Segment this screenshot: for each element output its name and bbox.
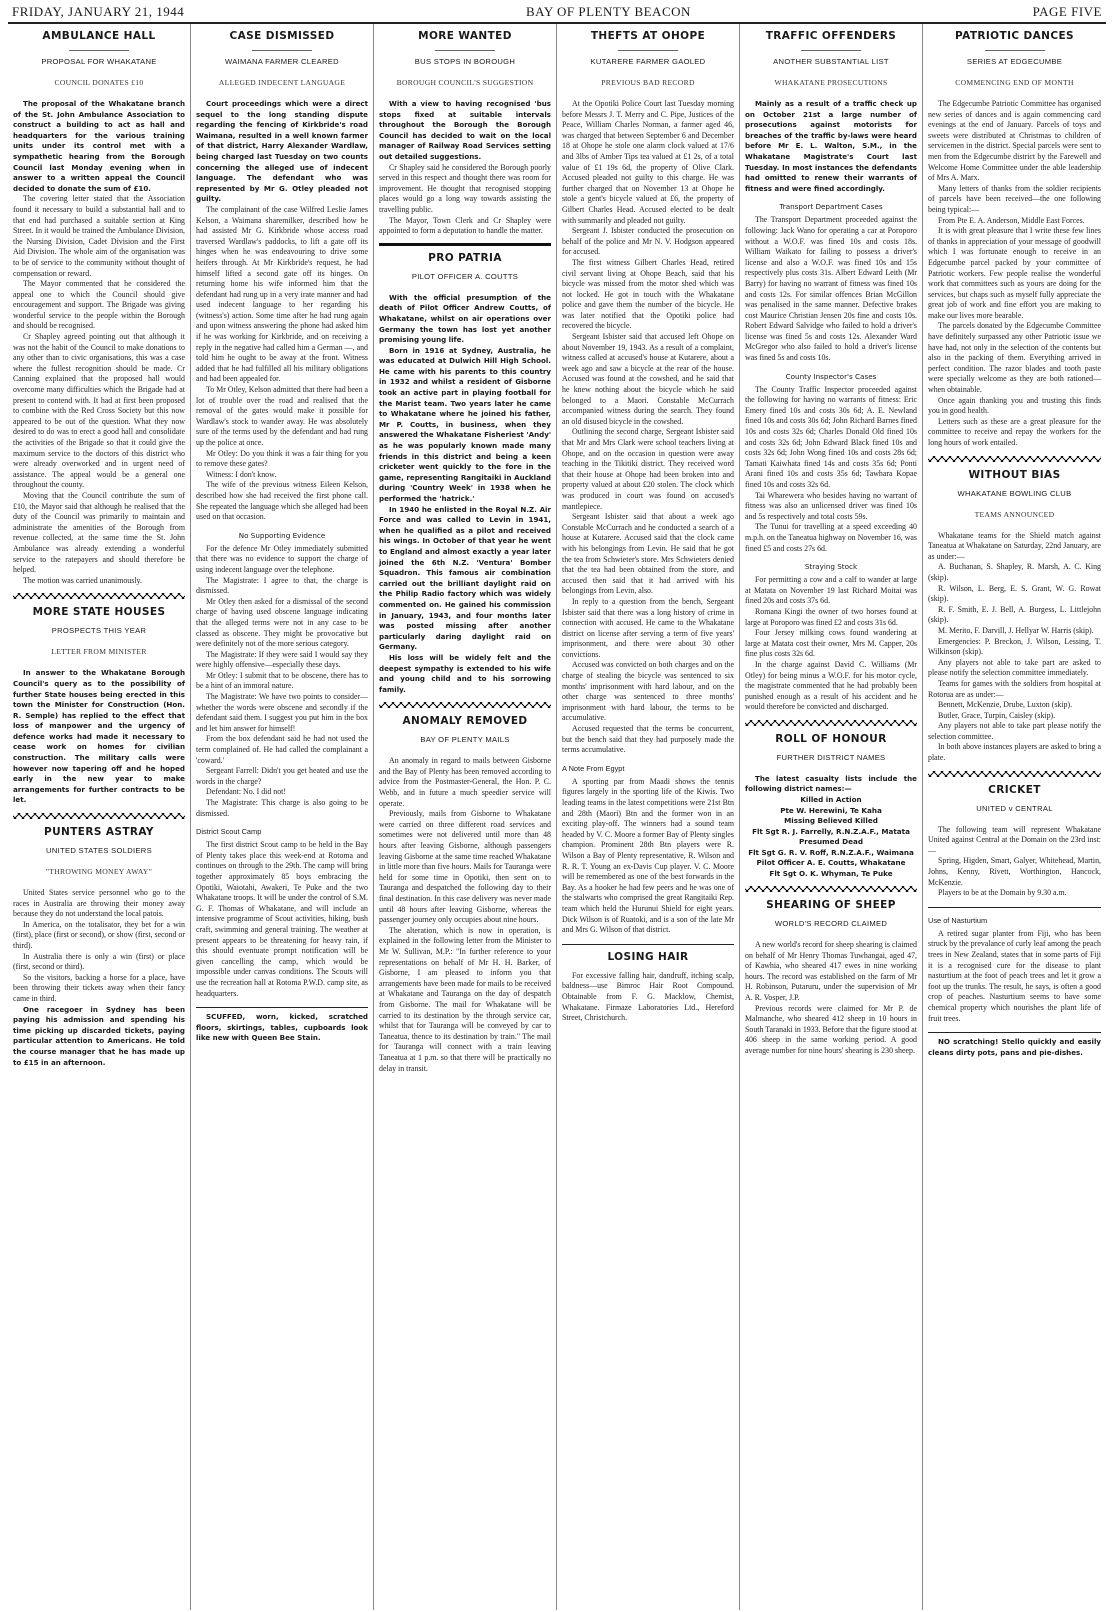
paragraph: Whakatane teams for the Shield match against Taneatua at Whakatane on Saturday, 22nd January, are as under:— [928, 530, 1101, 561]
headline: THEFTS AT OHOPE [590, 30, 706, 42]
paragraph: Accused was convicted on both charges and on the charge of stealing the bicycle was sentenced to six months' imprisonment with hard labour, and on the other charge was sentenced to three months' imprisonment with hard labour, the terms to be accumulative. [562, 660, 734, 723]
lead-paragraph: Court proceedings which were a direct sequel to the long standing dispute regarding the fencing of Kirkbride's road Waimana, resulted in a well known farmer of that district, Harry Alexander Wardlaw, being charged last Tuesday on two counts concerning the alleged use of indecent language. The defendant who was represented by Mr G. Otley pleaded not guilty. [196, 99, 368, 204]
deck: UNITED STATES SOLDIERS [46, 846, 152, 856]
subheading: Transport Department Cases [779, 202, 883, 212]
headline: CRICKET [988, 783, 1041, 796]
casualty-name: Flt Sgt O. K. Whyman, Te Puke [769, 868, 893, 878]
paragraph: The first witness Gilbert Charles Head, retired civil servant living at Ohope Beach, said that his bicycle was missed from the motor shed which was not locked. He got in touch with the Whakatane police and gave them the number of the bicycle. He was later notified that the Opotiki police had recovered the bicycle. [562, 257, 734, 331]
paragraph: Mr Otley then asked for a dismissal of the second charge of having used obscene language indicating that the alleged terms were not in any case to be classed as obscene. They might be provocative but were definitely not of the more serious category. [196, 596, 368, 649]
story-anomaly-removed [379, 715, 551, 1074]
deck: BAY OF PLENTY MAILS [420, 735, 510, 745]
paragraph: Cr Shapley agreed pointing out that although it was not the habit of the Council to make donations to any other than to civic organisations, this was a case where the fullest recognition should be made. Cr Canning explained that the proposed hall would overcome many difficulties which the Brigade had at present to contend with. It had at first been proposed to combine with the Red Cross Society but this now appeared to be out of the question. What they now desired to do was to erect a good hall and consolidate the activities of the Brigade so that it could give the maximum service to the doctors of this district who were already overworked and in urgent need of assistance. The appeal would be a general one throughout the county. [13, 332, 185, 490]
paragraph: R. F. Smith, E. J. Bell, A. Burgess, L. Littlejohn (skip). [928, 604, 1101, 625]
deck: KUTARERE FARMER GAOLED [590, 57, 706, 66]
story-more-state-houses [13, 606, 185, 806]
casualty-name: Flt Sgt G. R. V. Roff, R.N.Z.A.F., Waimana [748, 847, 914, 857]
headline: MORE WANTED [418, 30, 512, 42]
deck: PROPOSAL FOR WHAKATANE [41, 57, 157, 66]
paragraph: The Magistrate: We have two points to consider—whether the words were obscene and secondly if the defendant said them. I suggest you put him in the box and let him answer for himself! [196, 692, 368, 733]
paragraph: The alteration, which is now in operation, is explained in the following letter from the Minister to Mr W. Sullivan, M.P.: "In further reference to your representations on behalf of Mr H. H. Barker, of Gisborne, I am pleased to inform you that arrangements have been made for mails to be received at Whakatane and Tauranga on the day of despatch from Gisborne. The mail for Whakatane will be carried to its destination by the through service car, whilst that for Tauranga will be conveyed by car to Taneatua, thence to its destination by train." The mail for Tauranga will connect with a train leaving Taneatua at 1 p.m. so that there will be practically no delay in transit. [379, 925, 551, 1073]
column-3 [374, 24, 557, 1610]
headline: MORE STATE HOUSES [32, 606, 166, 619]
story-note-from-egypt [562, 764, 734, 936]
casualty-name: Flt Sgt R. J. Farrelly, R.N.Z.A.F., Matata [752, 826, 910, 836]
deck: WORLD'S RECORD CLAIMED [774, 919, 888, 929]
lead-paragraph: Mainly as a result of a traffic check up on October 21st a large number of prosecutions against motorists for breaches of the traffic by-laws were heard before Mr E. L. Walton, S.M., in the Whakatane Magistrate's Court last Tuesday. In most instances the defendants had omitted to renew their warrants of fitness and were fined accordingly. [745, 99, 917, 193]
paragraph: Previously, mails from Gisborne to Whakatane were carried on three different road services and sometimes were not delivered until more than 48 hours after leaving Gisborne, although passengers leaving Gisborne at the same time reached Whakatane in little more than five hours. Mails for Tauranga were held for some time in Opotiki, then sent on to Tauranga and despatched the following day to their final destination. In this case delivery was never made until 48 hours after leaving Gisborne, whereas the passenger journey only occupies about nine hours. [379, 809, 551, 925]
paragraph: Emergencies: P. Breckon, J. Wilson, Lessing, T. Wilkinson (skip). [928, 636, 1101, 657]
story-roll-of-honour [745, 733, 917, 879]
paragraph: A retired sugar planter from Fiji, who has been struck by the prevalance of curly leaf among the peach trees in New Zealand, states that in some parts of Fiji it is a recognised cure for the disease to plant nasturtium at the foot of peach trees and let it grow a foot up the trunks. The result, he says, is often a good crop of peaches. Nasturtium seems to have some chemical property which nourishes the plant life of fruit trees. [928, 928, 1101, 1023]
casualty-name: Pilot Officer A. E. Coutts, Whakatane [756, 858, 906, 868]
deck: ALLEGED INDECENT LANGUAGE [218, 78, 346, 87]
divider [928, 1032, 1101, 1033]
story-cricket [928, 784, 1101, 899]
headline: PUNTERS ASTRAY [44, 826, 154, 839]
paragraph: Any players not able to take part are asked to please notify the selection committee immediately. [928, 657, 1101, 678]
lead-paragraph: With the official presumption of the death of Pilot Officer Andrew Coutts, of Whakatane, whilst on air operations over Germany the town has lost yet another promising young life. [379, 292, 551, 345]
paragraph: Butler, Grace, Turpin, Caisley (skip). [938, 710, 1056, 720]
paragraph: Sergeant Isbister said that about a week ago Constable McCurrach and he conducted a search of a house at Kutarere. Accused said that the clock came with his belongings from Levin. He said that he got the tea from Schwieter's store. Mrs Schwieters denied that the tea had been obtained from the store, and accused then said that it had arrived with his belongings from Levin, also. [562, 512, 734, 596]
headline: LOSING HAIR [607, 950, 689, 963]
advertisement: NO scratching! Stello quickly and easily cleans dirty pots, pans and pie-dishes. [928, 1037, 1101, 1057]
paragraph: The Mayor, Town Clerk and Cr Shapley were appointed to form a deputation to handle the matter. [379, 215, 551, 236]
paragraph: Moving that the Council contribute the sum of £10, the Mayor said that although he realised that the duty of the Council was primarily to maintain and administrate the amenities of the Borough from revenue collected, at the same time the St. John Ambulance was already extending a wonderful service to the ratepayers and should therefore be helped. [13, 490, 185, 575]
story-punters-astray [13, 826, 185, 1068]
divider [379, 702, 551, 708]
columns [8, 24, 1106, 1610]
paragraph: In Australia there is only a win (first) or place (first, second or third). [13, 951, 185, 972]
paragraph: In the charge against David C. Williams (Mr Otley) for being minus a W.O.F. for his motor cycle, the magistrate commented that he had probably been punished enough as a result of his accident and he would therefore be convicted and discharged. [745, 659, 917, 712]
paragraph: For the defence Mr Otley immediately submitted that there was no evidence to support the charge of using indecent language over the telephone. [196, 543, 368, 574]
paragraph: The Edgecumbe Patriotic Committee has organised new series of dances and is again commencing card evenings at the end of January. Parcels of toys and sweets were distributed at Christmas to children of servicemen in the district. Special parcels were sent to men from the Edgecumbe district by the Farewell and Welcome Home Committee under the able leadership of Mrs A. Marx. [928, 99, 1101, 183]
divider [13, 813, 185, 819]
casualty-category: Killed in Action [800, 795, 862, 805]
story-thefts-at-ohope [562, 30, 734, 756]
divider [745, 720, 917, 726]
deck: PILOT OFFICER A. COUTTS [411, 271, 519, 281]
paper-name: BAY OF PLENTY BEACON [525, 4, 691, 19]
divider [928, 456, 1101, 462]
deck: WHAKATANE BOWLING CLUB [957, 488, 1072, 498]
paragraph: Players to be at the Domain by 9.30 a.m. [938, 888, 1067, 898]
divider [928, 771, 1101, 777]
deck: BOROUGH COUNCIL'S SUGGESTION [396, 78, 534, 87]
column-6 [923, 24, 1106, 1610]
paragraph: From the box defendant said he had not used the term complained of. He had called the complainant a 'coward.' [196, 734, 368, 765]
paragraph: Sergeant J. Isbister conducted the prosecution on behalf of the police and Mr N. V. Hodgson appeared for accused. [562, 226, 734, 257]
issue-date: FRIDAY, JANUARY 21, 1944 [12, 4, 185, 19]
paragraph: A sporting par from Maadi shows the tennis figures largely in the sporting life of the Kiwis. Two leading teams in the latest competitions were 21st Btn and 28th (Maori) Btn and the former won in an exciting play-off. The winners had a sound team headed by V. C. Moore a former Bay of Plenty singles champion. Prominent 28th Btn players were R. Wilson a Bay of Plenty representative, R. Wilson and R. R. T. Young an ex-Davis Cup player. V. C. Moore will be remembered as one of the best forwards in the Bay. As a hooker he had few peers and he was one of the stalwarts who comprised the great Rangitaiki Rep. team which held the Hurunui Shield for eight years. Dick Wilson is of Ruatoki, and is a son of the late Mr and Mrs G. Wilson of that district. [562, 776, 734, 935]
deck: COMMENCING END OF MONTH [955, 78, 1074, 87]
deck: SERIES AT EDGECUMBE [966, 57, 1063, 66]
paragraph: The complainant of the case Wilfred Leslie James Kelson, a Waimana sharemilker, described how he had assisted Mr G. Kirkbride whose access road traversed Wardlaw's paddocks, to lift a gate off its hinges when he was endeavouring to drive some heifers through. At Mr Kirkbride's request, he had himself lifted a second gate off its hinges. On returning home his wife informed him that the defendant had rung up in a very irate manner and had used indecent language to her regarding his (witness's) action. Some time after he had rung again and upon witness answering the phone had asked him if he was working for Kirkbride, and on receiving a reply in the negative had called him a German —, and told him he ought to be away at the front. Witness added that he had fulfilled all his military obligations and had been appealed for. [196, 204, 368, 384]
headline: ROLL OF HONOUR [775, 732, 887, 745]
paragraph: The covering letter stated that the Association found it necessary to build a substantial hall and to that end had purchased a suitable section at King Street. In it would be trained the Ambulance Division, the Nursing Division, Cadet Division and the First Aid Division. The whole aim of the organisation was to be of service to the community without thought of compensation or reward. [13, 194, 185, 278]
deck: LETTER FROM MINISTER [51, 647, 147, 657]
story-without-bias [928, 469, 1101, 764]
story-more-wanted [379, 30, 551, 237]
paragraph: In America, on the totalisator, they bet for a win (first), place (first or second), or show (first, second or third). [13, 919, 185, 950]
paragraph: A. Buchanan, S. Shapley, R. Marsh, A. C. King (skip). [928, 562, 1101, 582]
lead-paragraph: In answer to the Whakatane Borough Council's query as to the possibility of further State houses being erected in this town the Minister for Construction (Hon. R. Semple) has replied to the effect that loss of manpower and the urgency of defence works had made it necessary to cease work on homes for civilian construction. The military calls were however now tapering off and he hoped early in the new year to make arrangements for further contracts to be let. [13, 668, 185, 805]
story-traffic-offenders [745, 30, 917, 713]
deck: COUNCIL DONATES £10 [54, 78, 144, 87]
headline: CASE DISMISSED [229, 30, 335, 42]
paragraph: Four Jersey milking cows found wandering at large at Matata cost their owner, Mrs M. Capper, 20s fine plus costs 32s 6d. [745, 628, 917, 659]
story-ambulance-hall [13, 30, 185, 586]
deck: PROSPECTS THIS YEAR [51, 626, 147, 636]
subheading: Straying Stock [804, 562, 858, 572]
advertisement: For excessive falling hair, dandruff, itching scalp, baldness—use Bimroc Hair Root Compound. Obtainable from F. G. Macklow, Chemist, Whakatane. Firmaze Laboratories Ltd., Hereford Street, Christchurch. [562, 970, 734, 1023]
headline: TRAFFIC OFFENDERS [765, 30, 897, 42]
paragraph: The wife of the previous witness Eileen Kelson, described how she had received the first phone call. She repeated the language which she alleged had been used on that occasion. [196, 480, 368, 522]
divider [928, 907, 1101, 908]
paragraph: Any players not able to take part please notify the selection committee. [928, 721, 1101, 741]
deck: ANOTHER SUBSTANTIAL LIST [773, 57, 889, 66]
paragraph: Letters such as these are a great pleasure for the committee to receive and repay the workers for the long hours of work entailed. [928, 416, 1101, 447]
paragraph: R. Wilson, L. Berg, E. S. Grant, W. G. Rowat (skip). [928, 583, 1101, 604]
paragraph: Mr Otley: Do you think it was a fair thing for you to remove these gates? [196, 448, 368, 469]
deck: BUS STOPS IN BOROUGH [414, 57, 516, 66]
story-patriotic-dances [928, 30, 1101, 449]
deck: UNITED v CENTRAL [976, 803, 1053, 813]
divider [562, 944, 734, 945]
column-5 [740, 24, 923, 1610]
subheading: A Note From Egypt [562, 763, 625, 773]
paragraph: Many letters of thanks from the soldier recipients of parcels have been received—the one following being typical:— [928, 183, 1101, 214]
paragraph: The Tunui for travelling at a speed exceeding 40 m.p.h. on the Taneatua highway on November 16, was fined £5 and costs 27s 6d. [745, 522, 917, 553]
headline: PRO PATRIA [428, 251, 502, 264]
story-case-dismissed [196, 30, 368, 819]
paragraph: In both above instances players are asked to bring a plate. [928, 742, 1101, 763]
story-shearing-of-sheep [745, 899, 917, 1057]
deck: FURTHER DISTRICT NAMES [776, 752, 886, 762]
paragraph: Accused requested that the terms be concurrent, but the bench said that they had purposely made the terms accumulative. [562, 724, 734, 755]
paragraph: Spring, Higden, Smart, Galyer, Whitehead, Martin, Johns, Kenny, Rivett, Worthington, Hancock, McKenzie. [928, 856, 1101, 887]
subheading: No Supporting Evidence [238, 530, 326, 540]
paragraph: Mr Otley: I submit that to be obscene, there has to be a hint of an immoral nature. [196, 670, 368, 691]
paragraph: Once again thanking you and trusting this finds you in good health. [928, 395, 1101, 416]
paragraph: Teams for games with the soldiers from hospital at Rotorua are as under:— [928, 678, 1101, 699]
deck: WHAKATANE PROSECUTIONS [774, 78, 888, 87]
lead-paragraph: The proposal of the Whakatane branch of the St. John Ambulance Association to construct a building to act as hall and headquarters for the various training units under its control met with a sympathetic hearing from the Borough Council last Monday evening when in answer to a written appeal the Council decided to donate the sum of £10. [13, 99, 185, 193]
story-use-of-nasturtium [928, 916, 1101, 1059]
paragraph: The parcels donated by the Edgecumbe Committee have definitely surpassed any other Patriotic issue we have had, not only in the selection of the contents but also in the packing of them. Everything arrived in perfect condition. The razor blades and tooth paste were specially welcome as they are both rationed—when obtainable. [928, 321, 1101, 395]
paragraph: The following team will represent Whakatane United against Central at the Domain on the 23rd inst:— [928, 824, 1101, 855]
casualty-name: Pte W. Herewini, Te Kaha [780, 805, 882, 815]
subheading: County Inspector's Cases [785, 371, 877, 381]
headline: AMBULANCE HALL [42, 30, 156, 42]
page-number: PAGE FIVE [1032, 4, 1102, 19]
ad-losing-hair [562, 951, 734, 1024]
subheading: District Scout Camp [196, 827, 262, 837]
divider [196, 1007, 368, 1008]
column-4 [557, 24, 740, 1610]
paragraph: The Mayor commented that he considered the appeal one to which the Council should give encouragement and support. The Brigade was giving wonderful service to the people within the Borough and should be recognised. [13, 279, 185, 331]
paragraph: The Magistrate: This charge is also going to be dismissed. [196, 798, 368, 818]
column-1 [8, 24, 191, 1610]
paragraph: Witness: I don't know. [206, 469, 277, 479]
paragraph: In reply to a question from the bench, Sergeant Isbister said that there was a long history of crime in connection with accused. He came to the Whakatane district on license after serving a term of five years' imprisonment, and there were about 30 other convictions. [562, 596, 734, 659]
paragraph: The motion was carried unanimously. [23, 575, 142, 585]
deck: "THROWING MONEY AWAY" [45, 867, 153, 877]
story-scout-camp [196, 827, 368, 999]
paragraph: Romana Kingi the owner of two horses found at large at Poroporo was fined £2 and costs 31s 6d. [745, 606, 917, 627]
paragraph: In 1940 he enlisted in the Royal N.Z. Air Force and was called to Levin in 1941, when he qualified as a pilot and received his wings. In October of that year he went to England and almost exactly a year later joined the 6th N.Z. 'Ventura' Bomber Squadron. This famous air combination carried out the brilliant daylight raid on the Philip Radio factory which was widely commented on. He gained his commission in January, 1943, and four months later was posted missing after another particularly daring daylight raid on Germany. [379, 504, 551, 652]
paragraph: Outlining the second charge, Sergeant Isbister said that Mr and Mrs Clark were school teachers living at Ohope, and on the occasion in question were away teaching in the Tikitiki district. They received word that their house at Ohope had been broken into and property valued at about £20 stolen. The clock which was produced in court was found on accused's mantlepiece. [562, 427, 734, 511]
lead-paragraph: The latest casualty lists include the following district names:— [745, 773, 917, 794]
paragraph: Sergeant Farrell: Didn't you get heated and use the words in the charge? [196, 766, 368, 786]
paragraph: It is with great pleasure that I write these few lines of thanks in appreciation of your message of goodwill which I was fortunate enough to receive in an Edgecumbe parcel packed by your committee of Patriotic workers. Few people realise the wonderful work that committees such as yours are doing for the services, but chaps such as myself fully appreciate the great job of work and fine effort you are making to make our lives more bearable. [928, 226, 1101, 320]
divider [13, 593, 185, 599]
headline: SHEARING OF SHEEP [766, 899, 896, 912]
paragraph: The Transport Department proceeded against the following: Jack Wano for operating a car at Poroporo without a W.O.F. was fined 10s and costs 18s. William Waikato for failing to possess a driver's license and also a W.O.F. was fined 10s and 15s respectively plus costs 31s. Albert Edward Leith (Mr Barry) for having no warrant of fitness was fined 10s and costs 12s. For similar offences Brian McGillon was penalised in the same manner. Defective brakes cost Maurice Christian Jensen 20s fine and costs 10s. Robert Edward Salvidge who failed to hold a driver's license was fined 5s and costs 12s. Alexander Ward McGregor who also failed to hold a driver's license was fined 5s and costs 10s. [745, 215, 917, 363]
headline: WITHOUT BIAS [968, 468, 1061, 481]
paragraph: For permitting a cow and a calf to wander at large at Matata on November 19 last Richard Moitai was fined 20s and costs 37s 6d. [745, 575, 917, 606]
story-pro-patria [379, 252, 551, 696]
divider [745, 886, 917, 892]
advertisement: SCUFFED, worn, kicked, scratched floors, skirtings, tables, cupboards look like new with Queen Bee Stain. [196, 1012, 368, 1043]
paragraph: At the Opotiki Police Court last Tuesday morning before Messrs J. T. Merry and C. Pipe, Justices of the Peace, William Charles Norman, a farmer aged 46, was charged that between September 6 and December 18 at Ohope he stole one alarm clock valued at 17/6 and 3lbs of Amber Tips tea valued at £1 2s, of a total value of £1 19s 6d, the property of Olive Clark. Accused pleaded not guilty to this charge. He was further charged that on November 13 at Ohope he stole a gent's bicycle valued at £6, the property of Gilbert Charles Head. Accused elected to be dealt with summarily and pleaded not guilty. [562, 99, 734, 225]
deck: PREVIOUS BAD RECORD [601, 78, 695, 87]
paragraph: The Magistrate: I agree to that, the charge is dismissed. [196, 575, 368, 596]
paragraph: Defendant: No. I did not! [206, 787, 286, 797]
paragraph: The County Traffic Inspector proceeded against the following for having no warrants of fitness: Eric Emery fined 10s and costs 30s 6d; A. E. Newland fined 10s and costs 30s 6d; John Richard Barnes fined 10s and costs 32s 6d; Charles Donald Old fined 10s and costs 32s 6d; John Edward Black fined 10s and costs 32s 6d; John Wong fined 10s and costs 28s 6d; Tamati Kaiwhata fined 14s and costs 35s 6d; Ponti Arani fined 10s and costs 35s 6d; Tawhara Kopae fined 10s and costs 32s 6d. [745, 384, 917, 489]
deck: WAIMANA FARMER CLEARED [225, 57, 339, 66]
paragraph: M. Merito, F. Darvill, J. Hellyar W. Harris (skip). [938, 625, 1094, 635]
paragraph: Sergeant Isbister said that accused left Ohope on about November 19, 1943. As a result of a complaint, witness called at accused's house at Kutarere, about a week ago and saw a bicycle at the rear of the house. Accused was found at the cowshed, and he said that he knew nothing about the bicycle which he said belonged to a Maori. Constable McCurrach accompanied witness during the search. They found an old disused bicycle in the cowshed. [562, 332, 734, 426]
paragraph: The first district Scout camp to be held in the Bay of Plenty takes place this week-end at Rotoma and continues on through to the 29th. The camp will bring together approximately 85 boys embracing the Opotiki, Waiotahi, Awakeri, Te Puke and the two Whakatane troops. It will be under the control of S.M. G. F. Thomas of Whakatane, and will include an intensive programme of Scout activities, hiking, bush craft, swimming and general training. The weather at present appears to be threatening for heavy rain, if this should eventuate prompt notification will be given cancelling the camp, which would be impossible under canvas conditions. The Scouts will use the recreation hall at Rotoma P.W.D. camp site, as headquarters. [196, 840, 368, 998]
paragraph: Cr Shapley said he considered the Borough poorly served in this respect and thought there was room for improvement. He thought that recognised stopping places would go a long way towards assisting the travelling public. [379, 162, 551, 214]
subheading: Use of Nasturtium [928, 915, 988, 925]
paragraph: United States service personnel who go to the races in Australia are throwing their money away because they do not understand the local patois. [13, 888, 185, 919]
paragraph: The Magistrate: If they were said I would say they were highly offensive—especially these days. [196, 649, 368, 670]
paragraph: From Pte E. A. Anderson, Middle East Forces. [938, 215, 1085, 225]
casualty-category: Missing Believed Killed [784, 816, 878, 826]
column-2 [191, 24, 374, 1610]
headline: PATRIOTIC DANCES [954, 30, 1075, 42]
paragraph: Previous records were claimed for Mr P. de Malmanche, who sheared 412 sheep in 10 hours in South Taranaki in 1933. Before that the figure stood at 406 sheep in the same working period. A good average number for nine hours' shearing is 230 sheep. [745, 1003, 917, 1055]
paragraph: One racegoer in Sydney has been paying his admission and spending his time picking up discarded tickets, paying particular attention to Americans. He told the course manager that he has made up to £15 in an afternoon. [13, 1004, 185, 1067]
paragraph: A new world's record for sheep shearing is claimed on behalf of Mr Henry Thomas Tuwhangai, aged 47, of Kawhia, who sheared 417 ewes in nine working hours. The record was established on the farm of Mr H. Robinson, Putaruru, under the supervision of Mr A. R. Vosper, J.P. [745, 940, 917, 1003]
headline: ANOMALY REMOVED [402, 715, 528, 728]
paragraph: An anomaly in regard to mails between Gisborne and the Bay of Plenty has been removed according to advice from the Postmaster-General, the Hon. P. C. Webb, and in future a much speedier service will operate. [379, 756, 551, 808]
paragraph: Bennett, McKenzie, Drube, Luxton (skip). [938, 700, 1073, 710]
paragraph: To Mr Otley, Kelson admitted that there had been a lot of trouble over the road and realised that the removal of the gates would make it possible for Wardlaw's stock to wander away. He was absolutely sure of the terms used by the defendant and had rung up the police at once. [196, 385, 368, 447]
paragraph: So the visitors, backing a horse for a place, have been throwing their tickets away when their fancy came in third. [13, 972, 185, 1003]
paragraph: Born in 1916 at Sydney, Australia, he was educated at Dulwich Hill High School. He came with his parents to this country in 1932 and whilst a resident of Gisborne took an active part in playing football for the Marist team. Two years later he came to Whakatane where he joined his father, Mr P. Coutts, in business, when they answered the Whakatane Fisheriest 'Andy' as he was popularly known made many friends in this district and being a keen cricketer went quickly to the fore in the game, representing Rangitaiki in Auckland during 'Country Week' in 1938 when he performed the 'hatrick.' [379, 345, 551, 503]
lead-paragraph: With a view to having recognised 'bus stops fixed at suitable intervals throughout the Borough the Borough Council has decided to wait on the local manager of Railway Road Services setting out detailed suggestions. [379, 99, 551, 161]
casualty-category: Presumed Dead [799, 837, 863, 847]
masthead [8, 4, 1106, 24]
paragraph: His loss will be widely felt and the deepest sympathy is extended to his wife and young child and to his sorrowing family. [379, 652, 551, 694]
divider [379, 243, 551, 246]
paragraph: Tai Wharewera who besides having no warrant of fitness was also an unlicensed driver was fined 10s and 5s respectively and total costs 59s. [745, 490, 917, 521]
deck: TEAMS ANNOUNCED [974, 509, 1055, 519]
